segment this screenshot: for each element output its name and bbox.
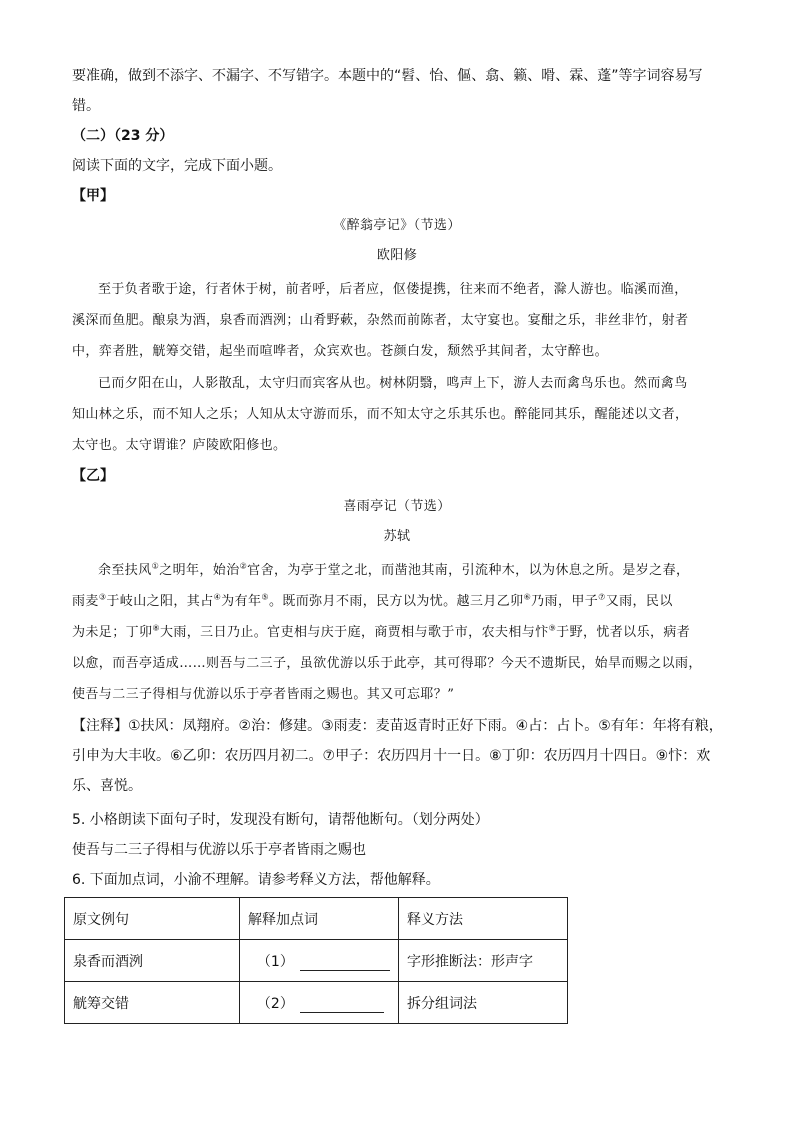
question-5-sentence: 使吾与二三子得相与优游以乐于亭者皆雨之赐也: [72, 842, 366, 858]
question-5-prompt: 5. 小格朗读下面句子时，发现没有断句，请帮他断句。（划分两处）: [72, 812, 489, 828]
table-cell-example: 觥筹交错: [65, 982, 240, 1024]
yi-line-3: [72, 623, 690, 643]
notes-line: 乐、喜悦。: [72, 778, 142, 794]
question-6-table: [64, 897, 568, 1024]
notes-line: 引申为大丰收。⑥乙卯：农历四月初二。⑦甲子：农历四月十一日。⑧丁卯：农历四月十四日。⑨忭：欢: [72, 748, 711, 764]
text-run: 之明年，始治: [159, 563, 240, 578]
text-run: 为未足；丁卯: [72, 625, 153, 640]
yi-line-1: [98, 561, 689, 581]
text-run: 乃雨，甲子: [531, 594, 599, 609]
question-6-prompt: 6. 下面加点词，小渝不理解。请参考释义方法，帮他解释。: [72, 872, 440, 888]
table-cell-example: 泉香而酒洌: [65, 940, 240, 982]
text-run: 大雨，三日乃止。官吏相与庆于庭，商贾相与歌于市，农夫相与忭: [159, 625, 549, 640]
footnote-marker: ①: [151, 561, 160, 571]
intro-line-1: 要准确，做到不添字、不漏字、不写错字。本题中的“髫、怡、傴、翕、籁、嗗、霖、蓬”等字词容易写: [72, 68, 703, 84]
answer-blank-cell[interactable]: [240, 982, 399, 1024]
blank-label: （2）: [256, 995, 294, 1012]
jia-p2-line: 知山林之乐，而不知人之乐；人知从太守游而乐，而不知太守之乐其乐也。醉能同其乐，醒能述以文者，: [72, 407, 689, 422]
text-run: 又雨，民以: [605, 594, 673, 609]
table-cell-method: 字形推断法：形声字: [399, 940, 568, 982]
table-header: 释义方法: [399, 898, 568, 940]
text-run: 官舍，为亭于堂之北，而凿池其南，引流种木，以为休息之所。是岁之春，: [247, 563, 690, 578]
section-heading: （二）（23 分）: [72, 128, 174, 144]
footnote-marker: ⑥: [523, 592, 532, 602]
table-header: 解释加点词: [240, 898, 399, 940]
answer-blank-2[interactable]: [300, 998, 384, 1013]
text-run: 雨麦: [72, 594, 99, 609]
footnote-marker: ⑨: [548, 623, 557, 633]
text-run: 为有年: [221, 594, 262, 609]
table-row: [65, 940, 568, 982]
yi-line-2: [72, 592, 673, 612]
table-header-row: [65, 898, 568, 940]
instruction: 阅读下面的文字，完成下面小题。: [72, 158, 282, 174]
answer-blank-1[interactable]: [300, 956, 390, 971]
footnote-marker: ⑦: [598, 592, 606, 602]
jia-author: 欧阳修: [376, 248, 418, 263]
table-header: 原文例句: [65, 898, 240, 940]
jia-p2-line: 已而夕阳在山，人影散乱，太守归而宾客从也。树林阴翳，鸣声上下，游人去而禽鸟乐也。然而禽鸟: [98, 376, 688, 391]
footnote-marker: ②: [239, 561, 248, 571]
blank-label: （1）: [256, 953, 294, 970]
footnote-marker: ⑤: [261, 592, 269, 602]
jia-p2-line: 太守也。太守谓谁？庐陵欧阳修也。: [72, 438, 287, 453]
yi-line-5: 使吾与二三子得相与优游以乐于亭者皆雨之赐也。其又可忘耶？”: [72, 687, 455, 702]
footnote-marker: ④: [213, 592, 222, 602]
text-run: 余至扶风: [98, 563, 152, 578]
intro-line-2: 错。: [72, 98, 100, 114]
table-row: [65, 982, 568, 1024]
yi-author: 苏轼: [383, 529, 411, 544]
jia-title: 《醉翁亭记》（节选）: [333, 218, 461, 233]
jia-p1-line: 至于负者歌于途，行者休于树，前者呼，后者应，伛偻提携，往来而不绝者，滁人游也。临溪而渔，: [98, 282, 688, 297]
text-run: 。既而弥月不雨，民方以为忧。越三月乙卯: [268, 594, 524, 609]
text-run: 于岐山之阳，其占: [106, 594, 214, 609]
yi-line-4: 以愈，而吾亭适成……则吾与二三子，虽欲优游以乐于此亭，其可得耶？今天不遗斯民，始旱而赐之以雨，: [72, 656, 702, 671]
yi-title: 喜雨亭记（节选）: [343, 499, 451, 514]
jia-p1-line: 溪深而鱼肥。酿泉为酒，泉香而酒洌；山肴野蔌，杂然而前陈者，太守宴也。宴酣之乐，非丝非竹，射者: [72, 313, 689, 328]
jia-p1-line: 中，弈者胜，觥筹交错，起坐而喧哗者，众宾欢也。苍颜白发，颓然乎其间者，太守醉也。: [72, 344, 609, 359]
table-cell-method: 拆分组词法: [399, 982, 568, 1024]
jia-marker: 【甲】: [72, 188, 114, 204]
footnote-marker: ⑧: [152, 623, 160, 633]
yi-marker: 【乙】: [72, 468, 114, 484]
notes-line: 【注释】①扶风：凤翔府。②治：修建。③雨麦：麦苗返青时正好下雨。④占：占卜。⑤有年：年将有粮，: [72, 718, 723, 734]
footnote-marker: ③: [98, 592, 107, 602]
answer-blank-cell[interactable]: [240, 940, 399, 982]
text-run: 于野，忧者以乐，病者: [556, 625, 691, 640]
